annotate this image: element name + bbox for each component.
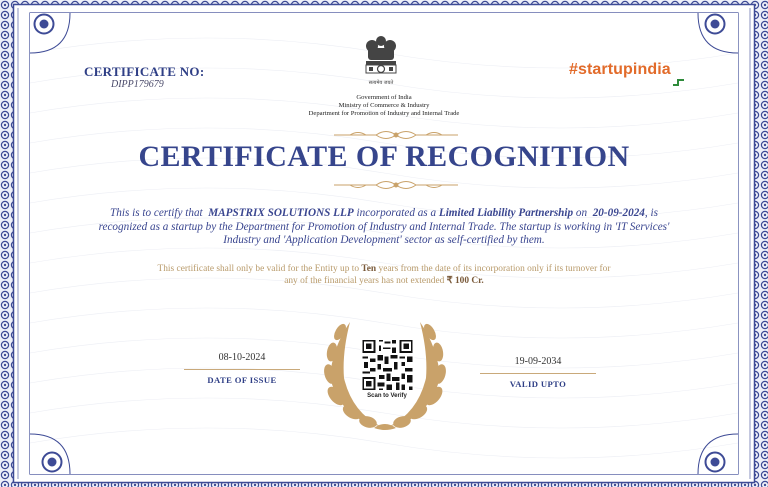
valid-upto-date: 19-09-2034: [514, 356, 562, 367]
gov-line-2: Ministry of Commerce & Industry: [338, 102, 430, 109]
validity-part2: years from the date of its incorporation only if its turnover for any of the financial years has not extended: [284, 264, 611, 286]
corner-medallion-top-left: [33, 13, 55, 35]
startupindia-logo: #startupindia: [569, 61, 671, 78]
validity-part1: This certificate shall only be valid for the Entity up to: [157, 264, 360, 274]
corner-medallion-bottom-right: [704, 451, 726, 473]
corner-medallion-top-right: [704, 13, 726, 35]
gov-line-1: Government of India: [356, 94, 412, 101]
incorporation-date: 20-09-2024: [592, 207, 645, 219]
certificate-number-value: DIPP179679: [111, 79, 164, 90]
issue-date-block: [184, 352, 300, 385]
issue-date-line: [184, 369, 300, 370]
issue-date-label: DATE OF ISSUE: [207, 375, 277, 385]
corner-medallion-bottom-left: [41, 451, 63, 473]
entity-type: Limited Liability Partnership: [438, 207, 574, 219]
statement-on: on: [575, 207, 588, 219]
startupindia-swoosh-icon: [672, 76, 686, 86]
bottom-flourish: [330, 178, 462, 192]
certificate-number-label: CERTIFICATE NO:: [84, 64, 205, 79]
turnover-limit: ₹ 100 Cr.: [446, 275, 484, 286]
qr-code-icon[interactable]: [359, 338, 416, 392]
certification-statement: [96, 207, 672, 248]
validity-years: Ten: [361, 264, 377, 274]
emblem-motto: सत्यमेव जयते: [368, 80, 394, 86]
gov-line-3: Department for Promotion of Industry and Internal Trade: [308, 110, 460, 117]
statement-intro: This is to certify that: [110, 207, 203, 219]
statement-incorporated: incorporated as a: [356, 207, 437, 219]
statement-rest: , is recognized as a startup by the Department for Promotion of Industry and Internal Trade. The startup is working in 'IT Services' Industry and 'Application Development' sector as self-certified by them.: [98, 207, 670, 246]
entity-name: MAPSTRIX SOLUTIONS LLP: [208, 207, 354, 219]
issue-date: 08-10-2024: [218, 352, 266, 363]
valid-upto-block: [480, 356, 596, 389]
government-header: [284, 94, 484, 118]
validity-note: [150, 264, 618, 287]
certificate-title: CERTIFICATE OF RECOGNITION: [138, 140, 630, 173]
valid-upto-line: [480, 373, 596, 374]
national-emblem-icon: [358, 34, 404, 88]
scan-to-verify-caption: Scan to Verify: [367, 393, 407, 399]
valid-upto-label: VALID UPTO: [509, 379, 567, 389]
